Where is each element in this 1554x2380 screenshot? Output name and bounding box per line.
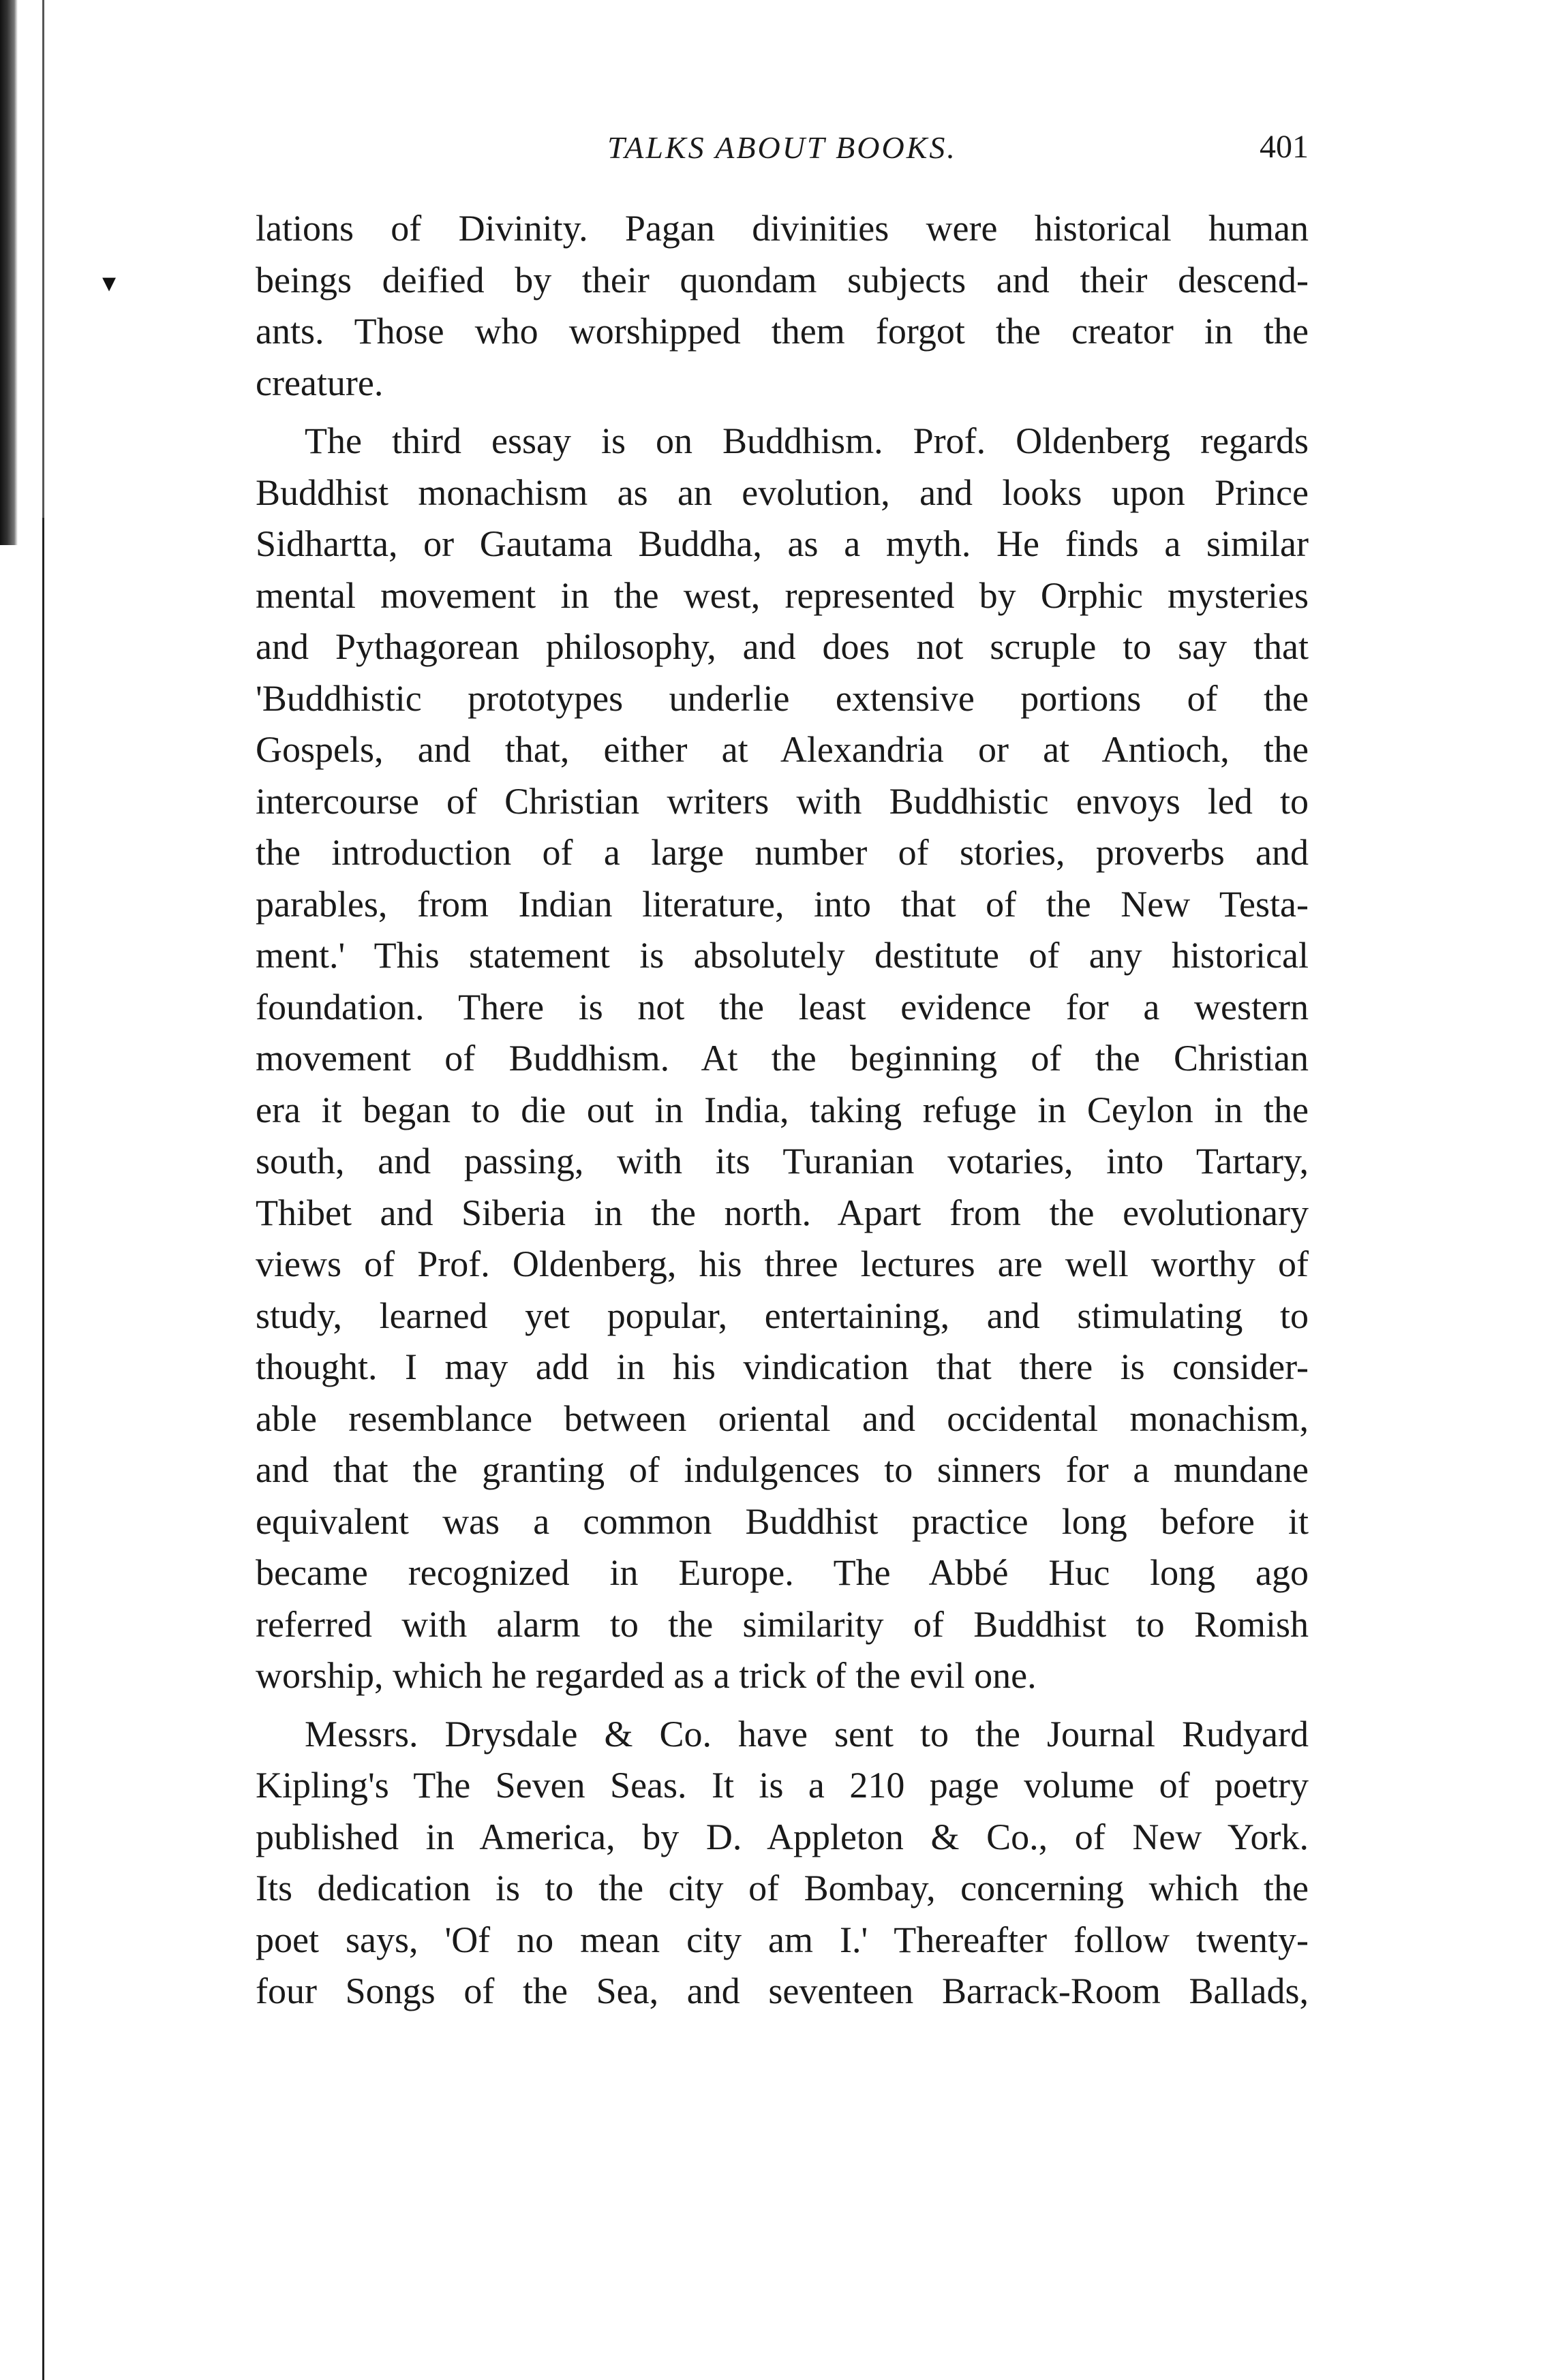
text-line: era it began to die out in India, taking refuge in Ceylon in the <box>256 1089 1309 1130</box>
text-line: foundation. There is not the least evidence for a western <box>256 986 1309 1027</box>
text-line: referred with alarm to the similarity of Buddhist to Romish <box>256 1603 1309 1645</box>
text-line: and Pythagorean philosophy, and does not scruple to say that <box>256 626 1309 667</box>
text-line: south, and passing, with its Turanian votaries, into Tartary, <box>256 1141 1309 1181</box>
text-line: 'Buddhistic prototypes underlie extensive portions of the <box>256 677 1309 719</box>
text-line: parables, from Indian literature, into that of the New Testa- <box>256 883 1309 925</box>
text-line: the introduction of a large number of stories, proverbs and <box>256 832 1309 873</box>
text-line: Kipling's The Seven Seas. It is a 210 page volume of poetry <box>256 1765 1309 1806</box>
text-line: movement of Buddhism. At the beginning of the Christian <box>256 1038 1309 1079</box>
text-line: Its dedication is to the city of Bombay, concerning which the <box>256 1868 1309 1908</box>
text-line: views of Prof. Oldenberg, his three lectures are well worthy of <box>256 1243 1309 1284</box>
text-line: able resemblance between oriental and occidental monachism, <box>256 1397 1309 1439</box>
text-line: creature. <box>256 362 384 403</box>
body-text <box>256 203 1309 2018</box>
text-line: Buddhist monachism as an evolution, and looks upon Prince <box>256 472 1309 513</box>
text-line: ment.' This statement is absolutely destitute of any historical <box>256 935 1309 976</box>
text-line: Sidhartta, or Gautama Buddha, as a myth. He finds a similar <box>256 523 1309 564</box>
text-line: The third essay is on Buddhism. Prof. Oldenberg regards <box>305 420 1309 461</box>
text-line: worship, which he regarded as a trick of the evil one. <box>256 1655 1037 1696</box>
running-head <box>256 123 1309 170</box>
text-line: and that the granting of indulgences to sinners for a mundane <box>256 1449 1309 1490</box>
running-title: TALKS ABOUT BOOKS. <box>607 130 957 165</box>
stray-ink-mark: ▾ <box>102 267 117 298</box>
scan-binding-edge <box>0 0 18 545</box>
text-line: Messrs. Drysdale & Co. have sent to the Journal Rudyard <box>305 1713 1309 1755</box>
text-line: became recognized in Europe. The Abbé Huc long ago <box>256 1552 1309 1593</box>
scan-gutter-line <box>42 0 44 518</box>
text-line: four Songs of the Sea, and seventeen Barrack-Room Ballads, <box>256 1971 1309 2011</box>
text-line: equivalent was a common Buddhist practice long before it <box>256 1500 1309 1542</box>
text-line: Thibet and Siberia in the north. Apart from the evolutionary <box>256 1192 1309 1233</box>
scan-gutter-line-lower <box>42 518 44 2380</box>
text-line: ants. Those who worshipped them forgot the creator in the <box>256 311 1309 352</box>
text-line: published in America, by D. Appleton & Co., of New York. <box>256 1816 1309 1857</box>
text-line: study, learned yet popular, entertaining, and stimulating to <box>256 1295 1309 1336</box>
page-number: 401 <box>1260 129 1309 165</box>
text-line: Gospels, and that, either at Alexandria or at Antioch, the <box>256 729 1309 770</box>
text-line: lations of Divinity. Pagan divinities were historical human <box>256 208 1309 249</box>
text-line: mental movement in the west, represented by Orphic mysteries <box>256 574 1309 616</box>
text-line: intercourse of Christian writers with Buddhistic envoys led to <box>256 780 1309 822</box>
text-line: poet says, 'Of no mean city am I.' Thereafter follow twenty- <box>256 1919 1309 1960</box>
text-line: beings deified by their quondam subjects and their descend- <box>256 259 1309 300</box>
text-line: thought. I may add in his vindication that there is consider- <box>256 1346 1309 1387</box>
